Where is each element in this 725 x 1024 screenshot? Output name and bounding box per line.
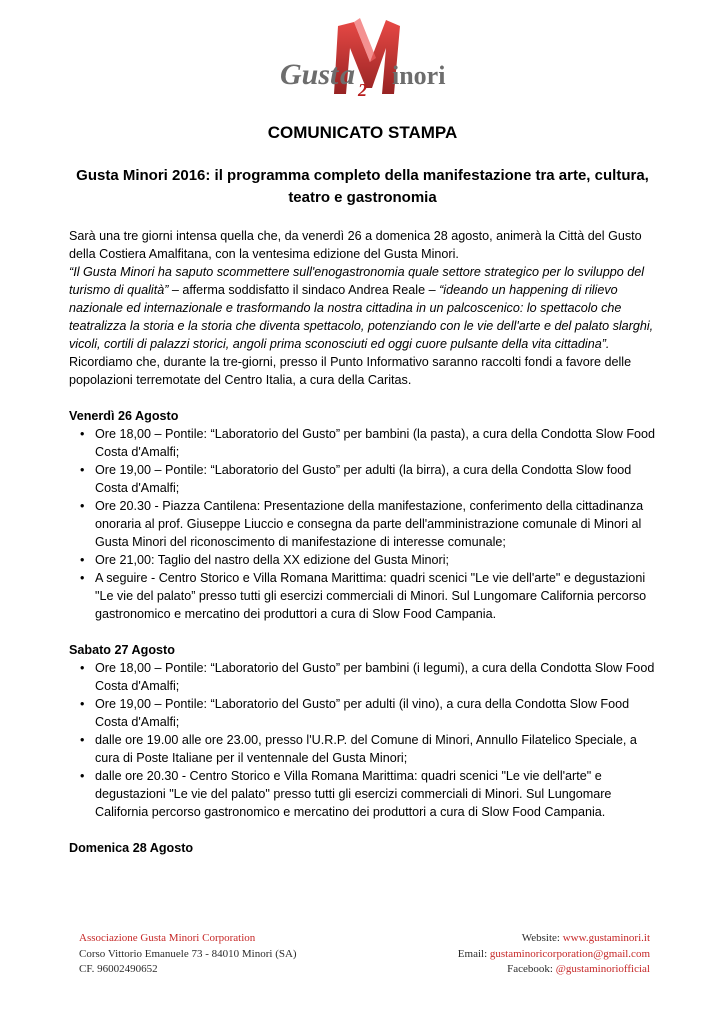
svg-text:2: 2 bbox=[358, 80, 367, 100]
footer-address: Corso Vittorio Emanuele 73 - 84010 Minori (SA) bbox=[79, 947, 297, 960]
email-link[interactable]: gustaminoricorporation@gmail.com bbox=[489, 947, 650, 960]
list-item: • Ore 20.30 - Piazza Cantilena: Presentazione della manifestazione, conferimento della cittadinanza onoraria al prof. Giuseppe Liuccio e consegna da parte dell'amministrazione comunale di Minori al Gusta Minori del riconoscimento di manifestazione di interesse comunale; bbox=[69, 497, 661, 551]
mayor-quote-1: “Il Gusta Minori ha saputo scommettere sull'enogastronomia quale settore strategico per lo sviluppo del turismo di qualità” bbox=[69, 265, 645, 297]
list-item: • dalle ore 20.30 - Centro Storico e Villa Romana Marittima: quadri scenici "Le vie dell'arte" e degustazioni "Le vie del palato" presso tutti gli esercizi commerciali di Minori. Sul Lungomare California percorso gastronomico e mercatino dei produttori a cura di Slow Food Campania. bbox=[69, 767, 661, 821]
intro-paragraph: Sarà una tre giorni intensa quella che, da venerdì 26 a domenica 28 agosto, animerà la Città del Gusto della Costiera Amalfitana, con la ventesima edizione del Gusta Minori. “Il Gusta Minori ha saputo scommettere sull'enogastronomia quale settore strategico per lo sviluppo del turismo di qualità” – afferma soddisfatto il sindaco Andrea Reale – “ideando un happening di rilievo nazionale ed internazionale e trasformando la nostra cittadina in un palcoscenico: lo spettacolo che teatralizza la storia e la storia che diventa spettacolo, potenziando con le vie dell'arte e del palato slarghi, vicoli, cortili di palazzi storici, angoli prima sconosciuti ed oggi cuore pulsante della vita cittadina”. Ricordiamo che, durante la tre-giorni, presso il Punto Informativo saranno raccolti fondi a favore delle popolazioni terremotate del Centro Italia, a cura della Caritas. bbox=[69, 229, 654, 387]
friday-schedule-list bbox=[69, 425, 661, 623]
website-link[interactable]: www.gustaminori.it bbox=[562, 932, 650, 944]
list-item: • Ore 19,00 – Pontile: “Laboratorio del Gusto” per adulti (il vino), a cura della Condotta Slow Food Costa d'Amalfi; bbox=[69, 695, 661, 731]
day-heading-friday: Venerdì 26 Agosto bbox=[69, 409, 179, 423]
svg-text:inori: inori bbox=[392, 61, 446, 90]
footer-email-line: Email: gustaminoricorporation@gmail.com bbox=[457, 947, 650, 960]
list-item: • A seguire - Centro Storico e Villa Romana Marittima: quadri scenici "Le vie dell'arte" e degustazioni "Le vie del palato” presso tutti gli esercizi commerciali di Minori. Sul Lungomare California percorso gastronomico e mercatino dei produttori a cura di Slow Food Campania. bbox=[69, 569, 661, 623]
footer-website-line: Website: www.gustaminori.it bbox=[521, 932, 650, 944]
day-heading-sunday: Domenica 28 Agosto bbox=[69, 841, 194, 855]
footer-left bbox=[79, 931, 297, 978]
mayor-quote-2: “ideando un happening di rilievo nazionale ed internazionale e trasformando la nostra cittadina in un palcoscenico: lo spettacolo che teatralizza la storia e la storia che diventa spettacolo, potenziando con le vie dell'arte e del palato slarghi, vicoli, cortili di palazzi storici, angoli prima sconosciuti ed oggi cuore pulsante della vita cittadina”. bbox=[69, 283, 654, 351]
press-release-subtitle: Gusta Minori 2016: il programma completo della manifestazione tra arte, cultura, teatro e gastronomia bbox=[76, 167, 649, 206]
list-item: • Ore 18,00 – Pontile: “Laboratorio del Gusto” per bambini (la pasta), a cura della Condotta Slow Food Costa d'Amalfi; bbox=[69, 425, 661, 461]
saturday-schedule-list bbox=[69, 659, 661, 821]
list-item: • Ore 21,00: Taglio del nastro della XX edizione del Gusta Minori; bbox=[69, 551, 661, 569]
svg-text:a: a bbox=[340, 58, 355, 91]
facebook-link[interactable]: @gustaminoriofficial bbox=[555, 963, 650, 975]
day-heading-saturday: Sabato 27 Agosto bbox=[69, 643, 175, 657]
svg-text:Gust: Gust bbox=[280, 58, 339, 91]
footer-facebook-line: Facebook: @gustaminoriofficial bbox=[507, 963, 650, 975]
document-body bbox=[69, 227, 661, 857]
list-item: • dalle ore 19.00 alle ore 23.00, presso l'U.R.P. del Comune di Minori, Annullo Filatelico Speciale, a cura di Poste Italiane per il ventennale del Gusta Minori; bbox=[69, 731, 661, 767]
footer-cf: CF. 96002490652 bbox=[79, 963, 158, 975]
footer-org-name: Associazione Gusta Minori Corporation bbox=[79, 932, 256, 944]
footer-right bbox=[458, 931, 650, 978]
list-item: • Ore 19,00 – Pontile: “Laboratorio del Gusto” per adulti (la birra), a cura della Condotta Slow food Costa d'Amalfi; bbox=[69, 461, 661, 497]
page-title: COMUNICATO STAMPA bbox=[267, 123, 458, 142]
list-item: • Ore 18,00 – Pontile: “Laboratorio del Gusto” per bambini (i legumi), a cura della Condotta Slow Food Costa d'Amalfi; bbox=[69, 659, 661, 695]
gusta-minori-logo bbox=[276, 18, 452, 100]
